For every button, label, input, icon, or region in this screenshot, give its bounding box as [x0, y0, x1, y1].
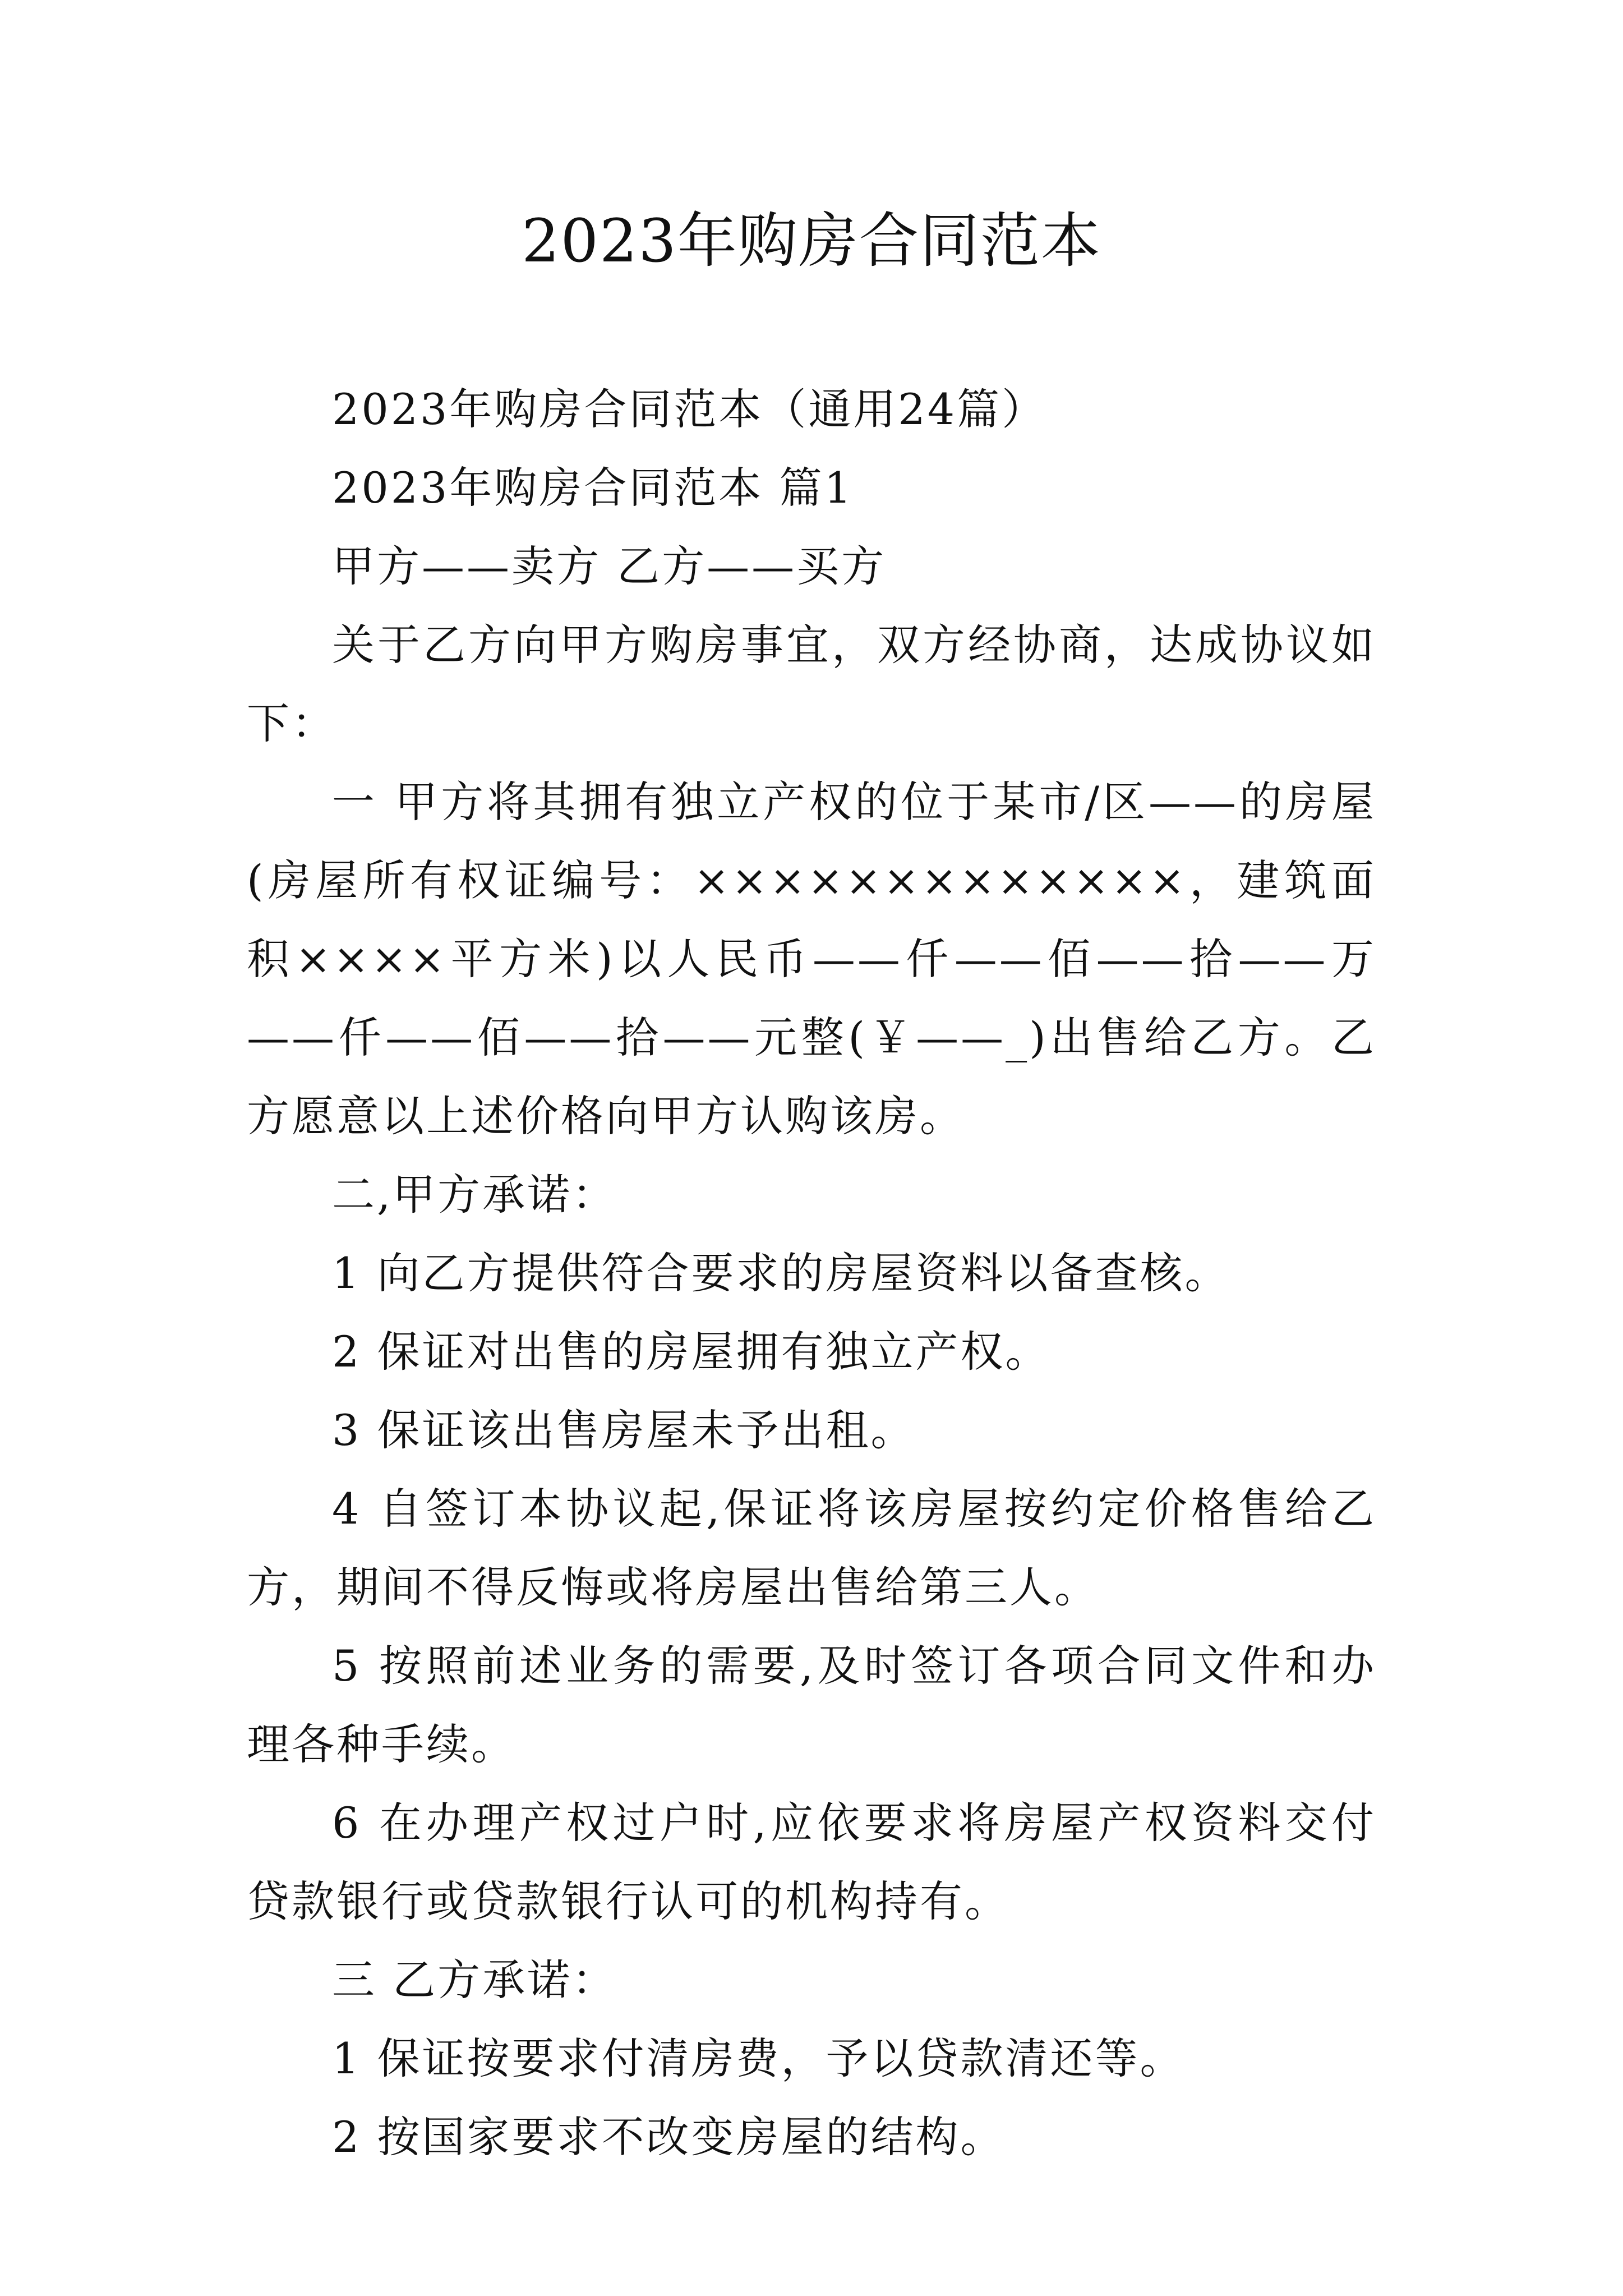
- paragraph-section-heading: 2023年购房合同范本 篇1: [332, 463, 854, 513]
- paragraph-item: 5 按照前述业务的需要,及时签订各项合同文件和办理各种手续。: [247, 1641, 1376, 1769]
- paragraph-item: 2 按国家要求不改变房屋的结构。: [332, 2112, 1006, 2162]
- paragraph-clause-2-heading: 二,甲方承诺：: [332, 1170, 617, 1220]
- paragraph-parties: 甲方——卖方 乙方——买方: [332, 541, 887, 591]
- paragraph-item: 1 保证按要求付清房费，予以贷款清还等。: [332, 2033, 1185, 2083]
- paragraph-item: 3 保证该出售房屋未予出租。: [332, 1405, 916, 1455]
- paragraph-item: 1 向乙方提供符合要求的房屋资料以备查核。: [332, 1248, 1230, 1298]
- paragraph-item: 2 保证对出售的房屋拥有独立产权。: [332, 1327, 1050, 1377]
- paragraph-intro: 关于乙方向甲方购房事宜，双方经协商，达成协议如下：: [247, 620, 1376, 748]
- paragraph-clause-3-heading: 三 乙方承诺：: [332, 1955, 617, 2005]
- paragraph-clause-1: 一 甲方将其拥有独立产权的位于某市/区——的房屋(房屋所有权证编号：×××××××××××××，建筑面积××××平方米)以人民币——仟——佰——拾——万——仟——佰——拾——元整(￥——_)出售给乙方。乙方愿意以上述价格向甲方认购该房。: [247, 777, 1376, 1141]
- document-body: [247, 370, 1376, 2177]
- paragraph-subtitle: 2023年购房合同范本（通用24篇）: [332, 384, 1047, 434]
- document-title: 2023年购房合同范本: [522, 206, 1101, 275]
- paragraph-item: 6 在办理产权过户时,应依要求将房屋产权资料交付贷款银行或贷款银行认可的机构持有。: [247, 1798, 1376, 1926]
- paragraph-item: 4 自签订本协议起,保证将该房屋按约定价格售给乙方，期间不得反悔或将房屋出售给第三人。: [247, 1484, 1376, 1612]
